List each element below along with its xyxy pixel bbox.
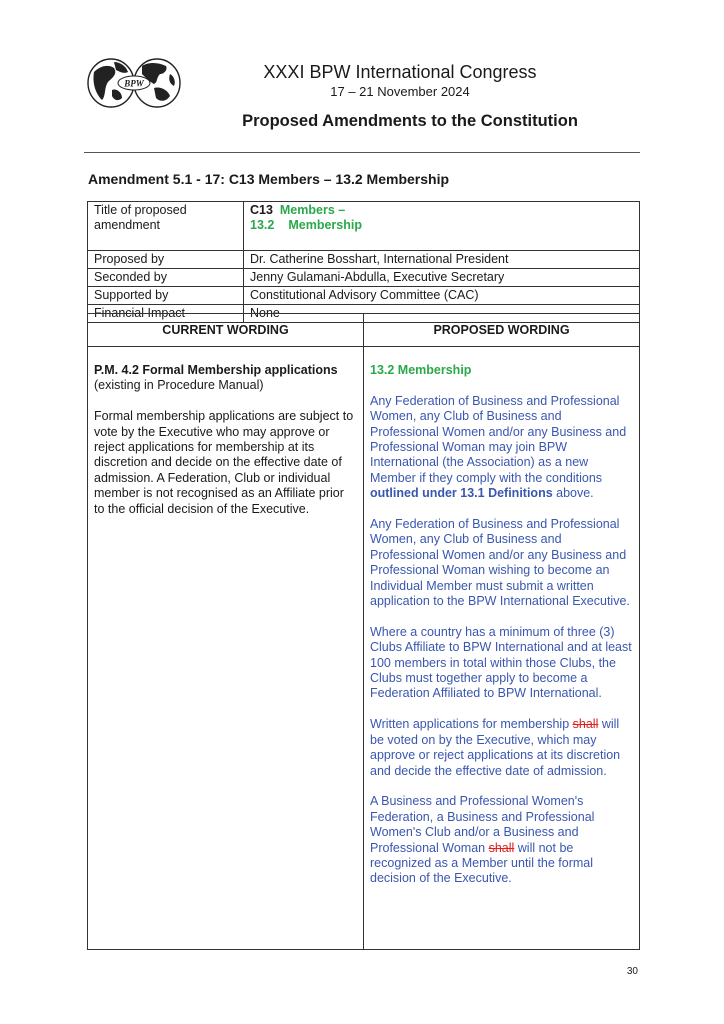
deleted-text: shall [572,717,599,732]
page-number: 30 [626,966,638,977]
proposed-wording-header: PROPOSED WORDING [364,314,640,347]
title-label: Title of proposed amendment [88,202,244,251]
proposed-paragraph-2: Any Federation of Business and Professional Women, any Club of Business and Professional Women and/or any Business and Professional Woman wishing to become an Individual Member must submit a written application to the BPW International Executive. [370,517,630,609]
congress-title: XXXI BPW International Congress [263,62,537,82]
wording-comparison-table [87,313,640,950]
meta-label: Seconded by [88,269,244,287]
amendment-details-table [87,201,640,323]
deleted-text: shall [488,840,515,855]
title-code-1: C13 [250,203,273,217]
logo-text: BPW [124,78,144,89]
current-body: Formal membership applications are subject to vote by the Executive who may approve or reject applications for membership at its discretion and decide on the effective date of admission. A Federation, Club or individual member is not recognised as an Affiliate prior to the official decision of the Executive. [94,409,354,516]
meta-label: Supported by [88,287,244,305]
proposed-paragraph-3: Where a country has a minimum of three (3) Clubs Affiliate to BPW International and at least 100 members in total within those Clubs, the Clubs must together apply to become a Federation Affiliated to BPW International. [370,624,632,701]
meta-value: Constitutional Advisory Committee (CAC) [244,287,640,305]
current-title: P.M. 4.2 Formal Membership applications (existing in Procedure Manual) [94,363,338,393]
document-subtitle: Proposed Amendments to the Constitution [242,112,578,130]
meta-row [88,287,640,305]
meta-label: Financial Impact [88,305,244,323]
congress-date: 17 – 21 November 2024 [330,84,470,99]
proposed-title: 13.2 Membership [370,363,472,377]
meta-value: Dr. Catherine Bosshart, International President [244,251,640,269]
meta-value: None [244,305,640,323]
meta-row [88,251,640,269]
title-name-2: Membership [288,218,362,232]
meta-label: Proposed by [88,251,244,269]
proposed-paragraph-4: Written applications for membership shall will be voted on by the Executive, which may approve or reject applications at its discretion and decide the effective date of admission. [370,717,621,778]
current-wording-cell [88,347,364,950]
title-name-1: Members – [279,203,346,217]
header-divider [84,152,640,153]
amendment-heading: Amendment 5.1 - 17: C13 Members – 13.2 Membership [88,171,450,187]
meta-value: Jenny Gulamani-Abdulla, Executive Secretary [244,269,640,287]
title-value [244,202,640,251]
title-code-2: 13.2 [250,218,275,232]
proposed-wording-cell [364,347,640,950]
current-wording-header: CURRENT WORDING [88,314,364,347]
proposed-paragraph-5: A Business and Professional Women's Federation, a Business and Professional Women's Club and/or a Business and Professional Woman shall will not be recognized as a Member until the formal decision of the Executive. [370,794,595,886]
title-row [88,202,640,251]
proposed-paragraph-1: Any Federation of Business and Professional Women, any Club of Business and Professional Women and/or any Business and Professional Woman may join BPW International (the Association) as a new Member if they comply with the conditions outlined under 13.1 Definitions above. [370,393,627,501]
bpw-globe-logo [84,52,184,114]
meta-row [88,269,640,287]
